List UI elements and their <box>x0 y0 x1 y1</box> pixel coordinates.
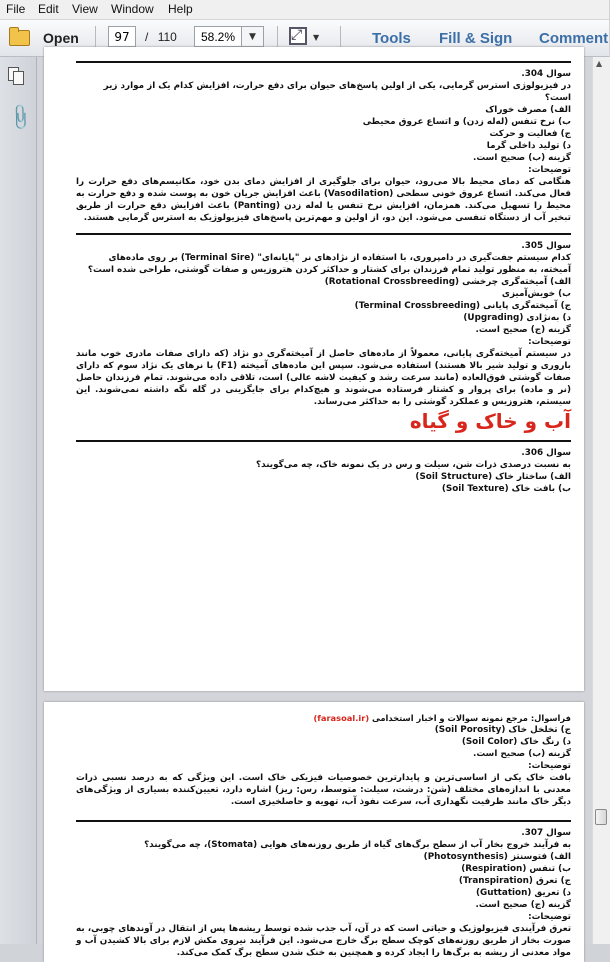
option: ب) نرخ تنفس (له‌له زدن) و اتساع عروق محیطی <box>362 117 571 127</box>
explanation-label: توضیحات: <box>528 337 571 347</box>
explanation: هنگامی که دمای محیط بالا می‌رود، حیوان برای جلوگیری از افزایش دمای بدن خود، مکانیسم‌های دفع حرارت را فعال می‌کند. اتساع عروق خونی سطحی (Vasodilation) باعث افزایش جریان خون به پوست شده و دفع حرارت به محیط را تسهیل می‌کند. همزمان، افزایش نرخ تنفس یا له‌له زدن (Panting) باعث افزایش دفع حرارت از طریق تبخیر آب از دستگاه تنفسی می‌شود. این دو، از اولین و مهم‌ترین پاسخ‌های فیزیولوژیک به استرس گرمایی هستند. <box>76 177 571 223</box>
page-header <box>76 712 571 724</box>
menu-edit[interactable]: Edit <box>38 2 59 16</box>
section-heading: آب و خاک و گیاه <box>409 409 571 433</box>
header-site-link[interactable]: (farasoal.ir) <box>313 713 370 723</box>
answer: گزینه (ج) صحیح است. <box>475 325 571 335</box>
answer: گزینه (ب) صحیح است. <box>473 749 571 759</box>
question-number: سوال 304. <box>521 69 571 79</box>
scroll-up-arrow-icon[interactable]: ▲ <box>596 59 603 68</box>
explanation-label: توضیحات: <box>528 912 571 922</box>
tab-fill-sign[interactable]: Fill & Sign <box>439 30 513 47</box>
question-306-continued <box>76 724 571 808</box>
menu-window[interactable]: Window <box>111 2 154 16</box>
question-divider <box>76 820 571 822</box>
option: ب) بافت خاک (Soil Texture) <box>441 484 571 494</box>
open-label: Open <box>43 30 79 46</box>
question-number: سوال 306. <box>521 448 571 458</box>
option: ب) خویش‌آمیزی <box>501 289 571 299</box>
pdf-page <box>44 702 584 962</box>
option: الف) فتوسنتز (Photosynthesis) <box>423 852 571 862</box>
question-number: سوال 307. <box>521 828 571 838</box>
menu-bar <box>0 0 609 20</box>
navigation-pane <box>0 57 37 944</box>
option: د) به‌نژادی (Upgrading) <box>463 313 571 323</box>
option: ج) تخلخل خاک (Soil Porosity) <box>434 725 571 735</box>
option: د) رنگ خاک (Soil Color) <box>461 737 571 747</box>
zoom-input[interactable]: 58.2% <box>194 26 242 47</box>
option: ج) آمیخته‌گری پایانی (Terminal Crossbreeding) <box>354 301 571 311</box>
question-305 <box>76 240 571 408</box>
folder-icon <box>9 30 30 46</box>
document-viewer <box>37 57 592 958</box>
explanation: تعرق فرآیندی فیزیولوژیک و حیاتی است که در آن، آب جذب شده توسط ریشه‌ها پس از انتقال در آوندهای چوبی، به صورت بخار از طریق روزنه‌های کوچک سطح برگ خارج می‌شود. این فرآیند نیروی مکش لازم برای بالا کشیدن آب و مواد معدنی از ریشه به برگ‌ها را ایجاد کرده و همچنین به خنک شدن سطح برگ کمک می‌کند. <box>76 924 571 958</box>
pdf-page <box>44 47 584 691</box>
option: ب) تنفس (Respiration) <box>461 864 571 874</box>
page-separator: / <box>145 30 149 44</box>
question-text: به نسبت درصدی ذرات شن، سیلت و رس در یک نمونه خاک، چه می‌گویند؟ <box>256 460 571 470</box>
option: الف) ساختار خاک (Soil Structure) <box>415 472 571 482</box>
scrollbar-thumb[interactable] <box>595 809 607 825</box>
fit-dropdown-icon[interactable]: ▼ <box>313 33 320 42</box>
question-text: به فرآیند خروج بخار آب از سطح برگ‌های گیاه از طریق روزنه‌های هوایی (Stomata)، چه می‌گویند؟ <box>144 840 571 850</box>
explanation: در سیستم آمیخته‌گری پایانی، معمولاً از ماده‌های حاصل از آمیخته‌گری دو نژاد (که دارای صفات مادری خوب مانند باروری و تولید شیر بالا هستند) استفاده می‌شود. سپس این ماده‌های آمیخته (F1) با نرهای یک نژاد سوم که دارای صفات گوشتی فوق‌العاده (مانند سرعت رشد و کیفیت لاشه عالی) است، تلاقی داده می‌شوند. تمام فرزندان حاصل (نر و ماده) برای پروار و کشتار فرستاده می‌شوند و هیچ‌کدام برای جایگزینی در گله نگه داشته نمی‌شوند. این سیستم، هتروزیس و عملکرد گوشتی را به حداکثر می‌رساند. <box>76 349 571 407</box>
option: ج) تعرق (Transpiration) <box>458 876 571 886</box>
question-304 <box>76 68 571 224</box>
option: الف) مصرف خوراک <box>485 105 571 115</box>
answer: گزینه (ب) صحیح است. <box>473 153 571 163</box>
option: د) تعریق (Guttation) <box>475 888 571 898</box>
question-text: در فیزیولوژی استرس گرمایی، یکی از اولین پاسخ‌های حیوان برای دفع حرارت، افزایش کدام یک از موارد زیر است؟ <box>103 81 571 103</box>
explanation: بافت خاک یکی از اساسی‌ترین و پایدارترین خصوصیات فیزیکی خاک است. این ویژگی که به درصد نسبی ذرات معدنی با اندازه‌های مختلف (شن: درشت، سیلت: متوسط، رس: ریز) اشاره دارد، تعیین‌کننده بسیاری از ویژگی‌های دیگر خاک مانند ظرفیت نگهداری آب، سرعت نفوذ آب، تهویه و حاصلخیزی است. <box>76 773 571 807</box>
question-number: سوال 305. <box>521 241 571 251</box>
vertical-scrollbar[interactable] <box>592 57 610 944</box>
question-306 <box>76 447 571 495</box>
tab-tools[interactable]: Tools <box>372 30 411 47</box>
tab-comment[interactable]: Comment <box>539 30 609 47</box>
question-divider <box>76 233 571 235</box>
page-thumbnails-icon[interactable] <box>8 67 24 85</box>
question-divider <box>76 61 571 63</box>
option: ج) فعالیت و حرکت <box>489 129 571 139</box>
menu-view[interactable]: View <box>72 2 98 16</box>
question-divider <box>76 440 571 442</box>
page-number-input[interactable]: 97 <box>108 26 136 47</box>
question-307 <box>76 827 571 959</box>
page-count <box>145 30 177 44</box>
fit-page-button[interactable] <box>287 25 311 49</box>
header-text: فراسوال: مرجع نمونه سوالات و اخبار استخدامی <box>372 713 571 723</box>
option: د) تولید داخلی گرما <box>486 141 571 151</box>
expand-arrow-icon: ⤢ <box>291 27 303 43</box>
answer: گزینه (ج) صحیح است. <box>475 900 571 910</box>
option: الف) آمیخته‌گری چرخشی (Rotational Crossbreeding) <box>324 277 571 287</box>
chevron-down-icon: ▼ <box>249 32 256 42</box>
question-text: کدام سیستم جفت‌گیری در دامپروری، با استفاده از نژادهای نر "پایانه‌ای" (Terminal Sire) بر روی ماده‌های آمیخته، به منظور تولید تمام فرزندان برای کشتار و حداکثر کردن هتروزیس و صفات گوشتی، طراحی شده است؟ <box>87 253 571 275</box>
attachments-icon[interactable]: 📎 <box>4 102 36 133</box>
zoom-dropdown-button[interactable] <box>242 26 264 47</box>
menu-file[interactable]: File <box>6 2 26 16</box>
menu-help[interactable]: Help <box>168 2 193 16</box>
page-total: 110 <box>157 30 177 44</box>
explanation-label: توضیحات: <box>528 165 571 175</box>
explanation-label: توضیحات: <box>528 761 571 771</box>
